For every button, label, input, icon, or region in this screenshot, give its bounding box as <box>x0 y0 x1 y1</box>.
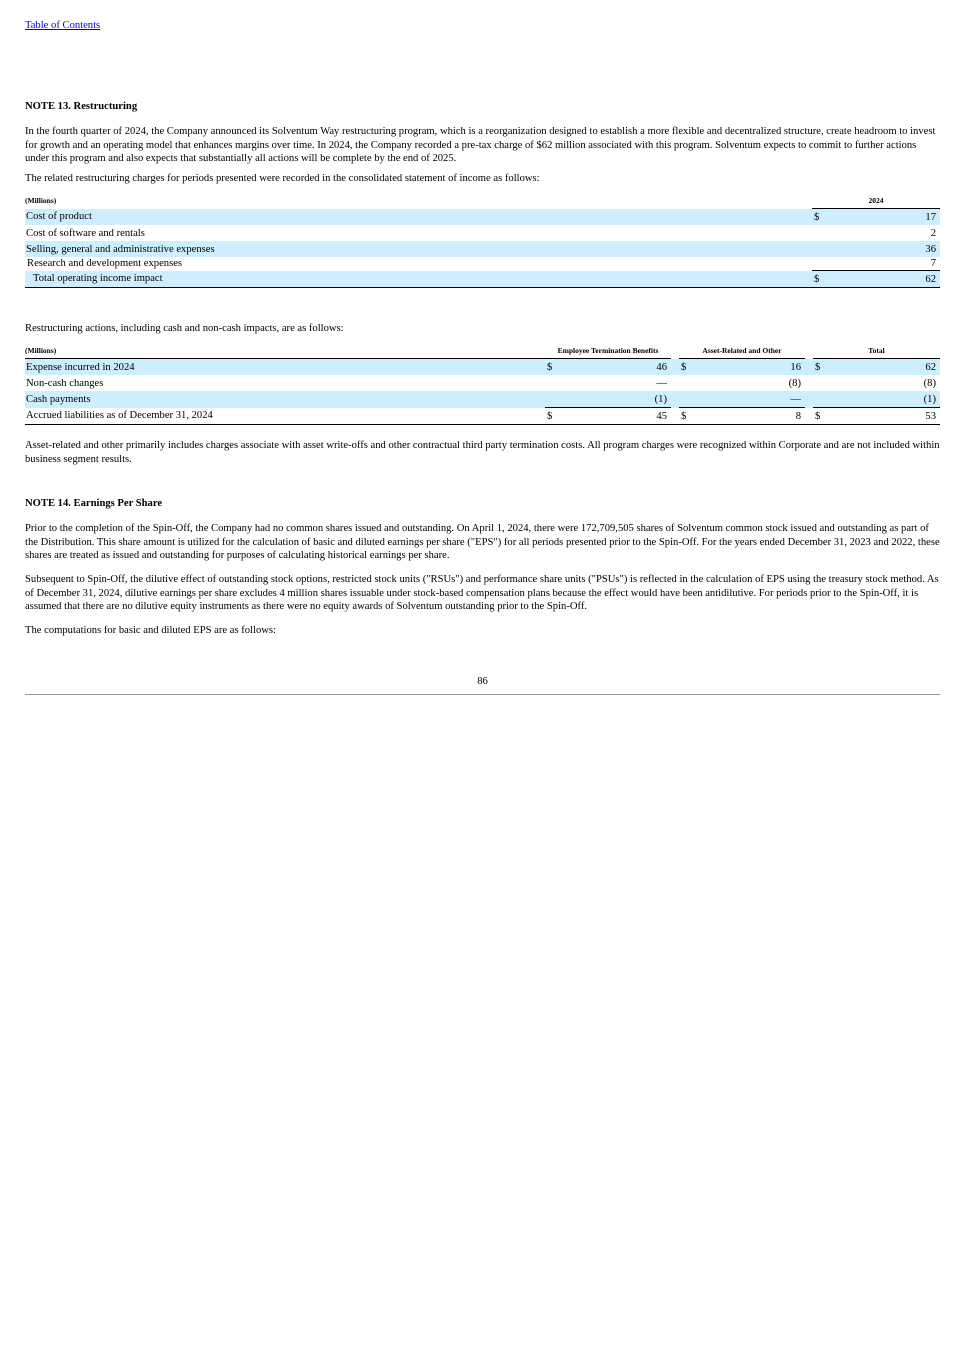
dollar-sign: $ <box>679 408 693 425</box>
dollar-sign: $ <box>812 271 834 288</box>
restructuring-actions-table <box>25 342 940 425</box>
row-value: 17 <box>834 209 940 226</box>
row-label: Expense incurred in 2024 <box>25 359 545 376</box>
note14-paragraph-3: The computations for basic and diluted EPS are as follows: <box>25 625 276 636</box>
dollar-sign: $ <box>545 408 559 425</box>
table-row <box>25 271 940 288</box>
total-value: 53 <box>827 408 940 425</box>
dollar-sign <box>812 241 834 257</box>
restructuring-charges-table <box>25 192 940 288</box>
row-label: Total operating income impact <box>25 271 812 288</box>
dollar-sign: $ <box>545 359 559 376</box>
row-label: Cost of product <box>25 209 812 226</box>
table-row <box>25 241 940 257</box>
dollar-sign <box>545 375 559 391</box>
page-number: 86 <box>477 676 488 687</box>
table2-unit-label: (Millions) <box>25 342 545 359</box>
note13-title: NOTE 13. Restructuring <box>25 101 138 112</box>
dollar-sign: $ <box>813 359 827 376</box>
dollar-sign: $ <box>813 408 827 425</box>
total-value: (1) <box>827 391 940 408</box>
dollar-sign <box>679 391 693 408</box>
dollar-sign: $ <box>679 359 693 376</box>
dollar-sign <box>813 375 827 391</box>
dollar-sign <box>812 225 834 241</box>
col-header-employee-termination: Employee Termination Benefits <box>545 342 671 359</box>
row-value: 62 <box>834 271 940 288</box>
asset-related-value: — <box>693 391 805 408</box>
row-label: Cost of software and rentals <box>26 227 145 239</box>
table-of-contents-link[interactable]: Table of Contents <box>25 20 101 31</box>
table-row <box>25 225 940 241</box>
dollar-sign: $ <box>812 209 834 226</box>
dollar-sign <box>679 375 693 391</box>
employee-termination-value: — <box>656 377 667 389</box>
employee-termination-value: (1) <box>559 391 671 408</box>
note13-paragraph-4: Asset-related and other primarily includes charges associate with asset write-offs and other contractual third party termination costs. All program charges were recognized within Corporate and are not included within business segment results. <box>25 440 940 465</box>
row-value: 36 <box>834 241 940 257</box>
table-row <box>25 257 940 271</box>
asset-related-value: 8 <box>693 408 805 425</box>
table-row <box>25 359 940 376</box>
row-value: 2 <box>930 227 936 239</box>
table-row <box>25 408 940 425</box>
table1-year-header: 2024 <box>868 195 884 205</box>
row-label: Accrued liabilities as of December 31, 2024 <box>25 408 545 425</box>
row-value: 7 <box>930 258 936 269</box>
row-label: Non-cash changes <box>26 377 104 389</box>
note13-paragraph-2: The related restructuring charges for periods presented were recorded in the consolidated statement of income as follows: <box>25 173 540 184</box>
col-header-asset-related: Asset-Related and Other <box>679 342 805 359</box>
asset-related-value: (8) <box>788 377 801 389</box>
row-label: Selling, general and administrative expenses <box>25 241 812 257</box>
note14-paragraph-2: Subsequent to Spin-Off, the dilutive effect of outstanding stock options, restricted stock units ("RSUs") and performance share units ("PSUs") is reflected in the calculation of EPS using the treasury stock method. As of December 31, 2024, dilutive earnings per share excludes 4 million shares issuable under stock-based compensation plans because the effect would have been antidilutive. For periods prior to the Spin-Off, it is assumed that there are no dilutive equity instruments as there were no equity awards of Solventum outstanding prior to the Spin-Off. <box>25 574 939 612</box>
total-value: (8) <box>923 377 936 389</box>
row-label: Cash payments <box>25 391 545 408</box>
col-header-total: Total <box>813 342 940 359</box>
note14-paragraph-1: Prior to the completion of the Spin-Off, the Company had no common shares issued and outstanding. On April 1, 2024, there were 172,709,505 shares of Solventum common stock issued and outstanding as part of the Distribution. This share amount is utilized for the calculation of basic and diluted earnings per share ("EPS") for all periods presented prior to the Spin-Off. For the years ended December 31, 2023 and 2022, these shares are treated as issued and outstanding for purposes of calculating historical earnings per share. <box>25 523 940 561</box>
table-row <box>25 391 940 408</box>
note13-paragraph-1: In the fourth quarter of 2024, the Company announced its Solventum Way restructuring program, which is a reorganization designed to establish a more flexible and decentralized structure, create headroom to invest for growth and an operating model that enhances margins over time. In 2024, the Company recorded a pre-tax charge of $62 million associated with this program. Solventum expects to commit to further actions under this program and also expects that substantially all actions will be complete by the end of 2025. <box>25 126 936 164</box>
dollar-sign <box>545 391 559 408</box>
page-divider <box>25 694 940 695</box>
table-row <box>25 209 940 226</box>
note13-paragraph-3: Restructuring actions, including cash and non-cash impacts, are as follows: <box>25 323 344 334</box>
note14-title: NOTE 14. Earnings Per Share <box>25 498 163 509</box>
employee-termination-value: 46 <box>559 359 671 376</box>
table-row <box>25 375 940 391</box>
dollar-sign <box>812 257 834 271</box>
table1-unit-label: (Millions) <box>25 195 57 205</box>
dollar-sign <box>813 391 827 408</box>
row-label: Research and development expenses <box>27 258 183 270</box>
total-value: 62 <box>827 359 940 376</box>
employee-termination-value: 45 <box>559 408 671 425</box>
asset-related-value: 16 <box>693 359 805 376</box>
